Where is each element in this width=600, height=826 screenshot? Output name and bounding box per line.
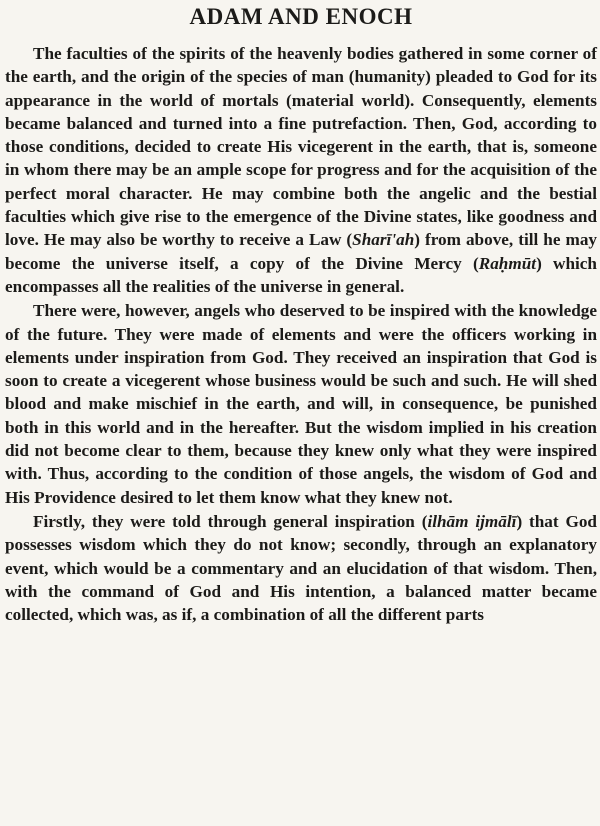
paragraph-text: ) which encompasses all the realities of the universe in general. bbox=[5, 253, 597, 296]
page-title: ADAM AND ENOCH bbox=[189, 4, 413, 29]
italic-term: ilhām ijmālī bbox=[427, 511, 517, 531]
paragraph-text: The faculties of the spirits of the heavenly bodies gathered in some corner of the earth, and the origin of the species of man (humanity) pleaded to God for its appearance in the world of mortals (material world). Consequently, elements became balanced and turned into a fine putrefaction. Then, God, according to those conditions, decided to create His vicegerent in the earth, that is, someone in whom there may be an ample scope for progress and for the acquisition of the perfect moral character. He may combine both the angelic and the bestial faculties which give rise to the emergence of the Divine states, like goodness and love. He may also be worthy to receive a Law ( bbox=[5, 44, 597, 250]
paragraph-text: Firstly, they were told through general inspiration ( bbox=[33, 511, 428, 531]
paragraph-text: There were, however, angels who deserved to be inspired with the knowledge of the future. They were made of elements and were the officers working in elements under inspiration from God. They received an inspiration that God is soon to create a vicegerent whose business would be such and such. He will shed blood and make mischief in the earth, and will, in consequence, be punished both in this world and in the hereafter. But the wisdom implied in his creation did not become clear to them, because they knew only what they were inspired with. Thus, according to the condition of those angels, the wisdom of God and His Providence desired to let them know what they knew not. bbox=[5, 301, 597, 507]
paragraph-text: ) from above, till he may become the universe itself, a copy of the Divine Mercy ( bbox=[5, 230, 598, 273]
paragraph bbox=[5, 42, 597, 298]
body-text bbox=[5, 42, 597, 626]
italic-term: Raḥmūt bbox=[478, 253, 537, 273]
paragraph bbox=[5, 299, 597, 509]
paragraph bbox=[5, 510, 597, 626]
italic-term: Sharī'ah bbox=[352, 230, 415, 250]
paragraph-text: ) that God possesses wisdom which they do not know; secondly, through an explanatory event, which would be a commentary and an elucidation of that wisdom. Then, with the command of God and His intention, a balanced matter became collected, which was, as if, a combination of all the different parts bbox=[5, 511, 597, 625]
